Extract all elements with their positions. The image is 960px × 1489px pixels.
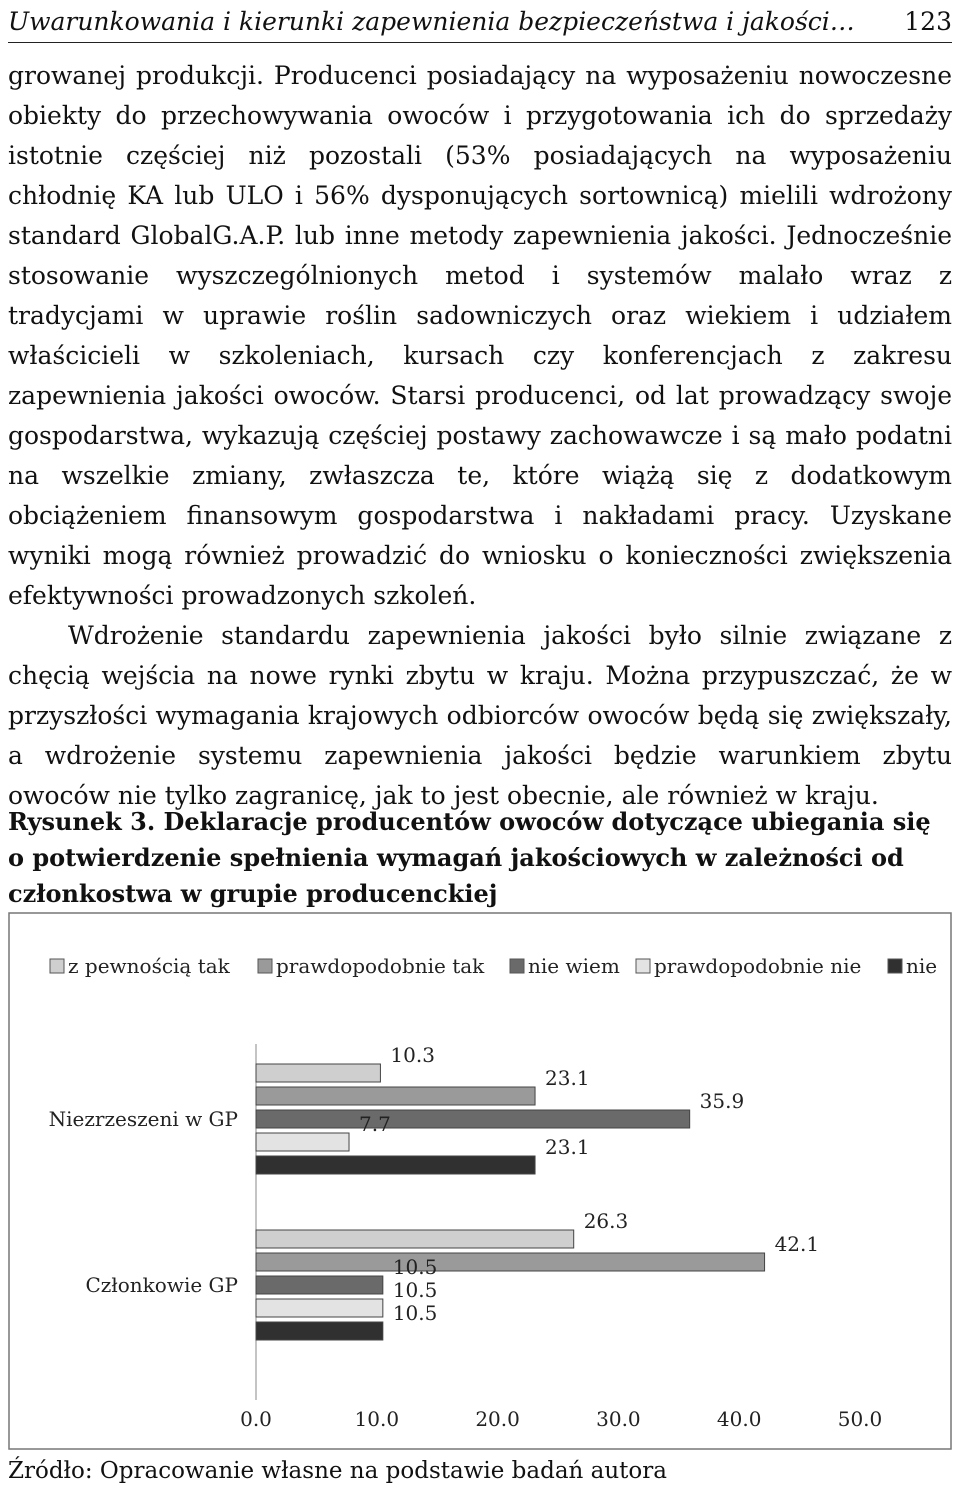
data-label: 10.5	[392, 1255, 438, 1279]
bar	[256, 1276, 383, 1294]
x-tick-label: 10.0	[354, 1407, 400, 1431]
legend-swatch	[50, 959, 64, 973]
data-label: 42.1	[774, 1232, 820, 1256]
data-label: 7.7	[359, 1112, 391, 1136]
figure	[8, 912, 952, 1450]
x-tick-label: 20.0	[475, 1407, 520, 1431]
bar	[256, 1133, 349, 1151]
legend-label: nie	[906, 954, 938, 978]
bar	[256, 1299, 383, 1317]
bar-chart	[8, 912, 952, 1450]
bar	[256, 1253, 765, 1271]
data-label: 35.9	[699, 1089, 745, 1113]
data-label: 26.3	[583, 1209, 629, 1233]
bar	[256, 1064, 380, 1082]
bar	[256, 1087, 535, 1105]
paragraph: Wdrożenie standardu zapewnienia jakości było silnie związane z chęcią wejścia na nowe rynki zbytu w kraju. Można przypuszczać, że w przyszłości wymagania krajowych odbiorców owoców będą się zwiększały, a wdrożenie systemu zapewnienia jakości będzie warunkiem zbytu owoców nie tylko zagranicę, jak to jest obecnie, ale również w kraju.	[8, 621, 952, 810]
data-label: 10.5	[392, 1278, 438, 1302]
paragraph: growanej produkcji. Producenci posiadający na wyposażeniu nowoczesne obiekty do przechowywania owoców i przygotowania ich do sprzedaży istotnie częściej niż pozostali (53% posiadających na wyposażeniu chłodnię KA lub ULO i 56% dysponujących sortownicą) mielili wdrożony standard GlobalG.A.P. lub inne metody zapewnienia jakości. Jednocześnie stosowanie wyszczególnionych metod i systemów malało wraz z tradycjami w uprawie roślin sadowniczych oraz wiekiem i udziałem właścicieli w szkoleniach, kursach czy konferencjach z zakresu zapewnienia jakości owoców. Starsi producenci, od lat prowadzący swoje gospodarstwa, wykazują częściej postawy zachowawcze i są mało podatni na wszelkie zmiany, zwłaszcza te, które wiążą się z dodatkowym obciążeniem finansowym gospodarstwa i nakładami pracy. Uzyskane wyniki mogą również prowadzić do wniosku o konieczności zwiększenia efektywności prowadzonych szkoleń.	[8, 61, 952, 610]
data-label: 23.1	[545, 1135, 590, 1159]
legend-swatch	[636, 959, 650, 973]
data-label: 23.1	[545, 1066, 590, 1090]
legend-swatch	[888, 959, 902, 973]
chart-frame	[9, 913, 951, 1449]
x-tick-label: 0.0	[240, 1407, 272, 1431]
legend-swatch	[510, 959, 524, 973]
figure-caption: Rysunek 3. Deklaracje producentów owoców dotyczące ubiegania się o potwierdzenie spełnienia wymagań jakościowych w zależności od członkostwa w grupie producenckiej	[8, 807, 931, 908]
category-label: Członkowie GP	[85, 1273, 238, 1297]
x-tick-label: 30.0	[596, 1407, 641, 1431]
bar	[256, 1110, 690, 1128]
category-label: Niezrzeszeni w GP	[48, 1107, 238, 1131]
x-tick-label: 50.0	[837, 1407, 883, 1431]
data-label: 10.3	[390, 1043, 435, 1067]
legend-label: nie wiem	[528, 954, 620, 978]
figure-source: Źródło: Opracowanie własne na podstawie badań autora	[8, 1458, 667, 1484]
x-tick-label: 40.0	[716, 1407, 762, 1431]
bar	[256, 1156, 535, 1174]
legend-label: prawdopodobnie nie	[654, 954, 862, 978]
legend-label: z pewnością tak	[68, 954, 230, 978]
bar	[256, 1322, 383, 1340]
body-text	[8, 56, 952, 816]
legend-swatch	[258, 959, 272, 973]
page-header	[8, 0, 952, 43]
data-label: 10.5	[392, 1301, 438, 1325]
legend-label: prawdopodobnie tak	[276, 954, 485, 978]
page-number: 123	[904, 6, 952, 36]
running-title: Uwarunkowania i kierunki zapewnienia bezpieczeństwa i jakości…	[8, 6, 855, 36]
bar	[256, 1230, 574, 1248]
